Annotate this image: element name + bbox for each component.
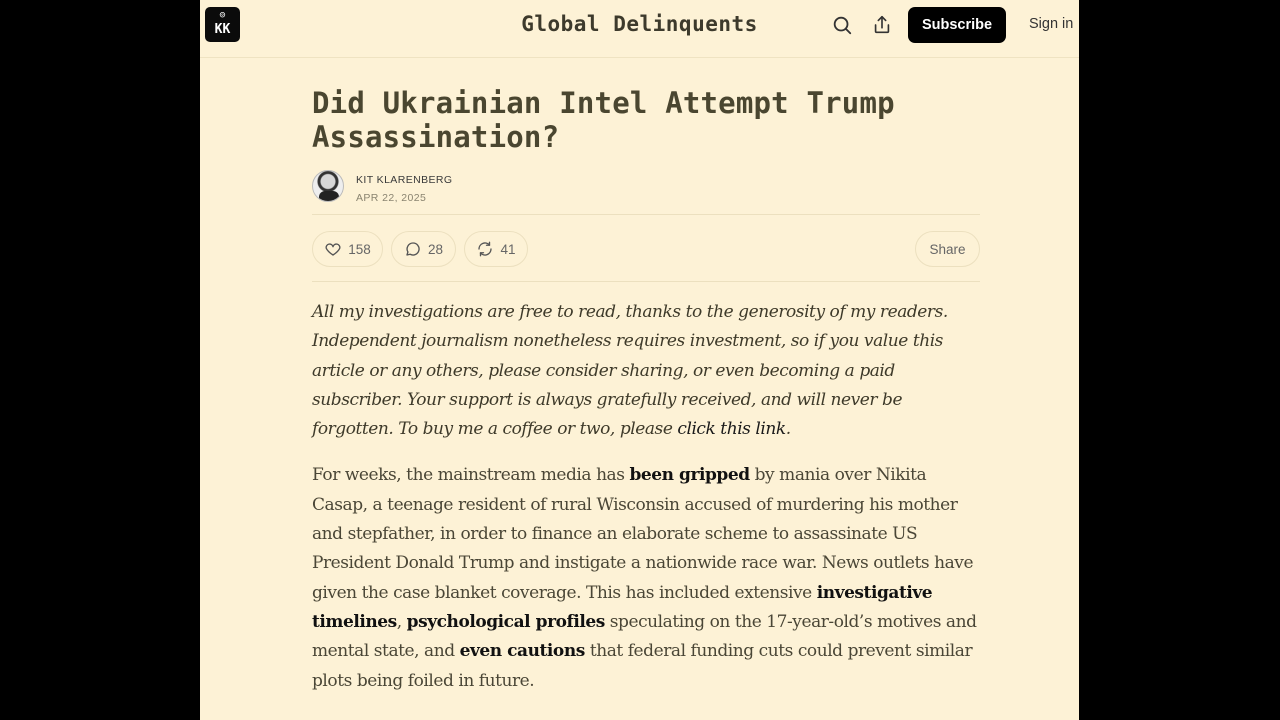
sign-in-link[interactable]: Sign in [1029,16,1074,32]
top-navigation-bar [200,0,1079,58]
divider [312,281,980,282]
share-label: Share [929,241,966,257]
link-even-cautions[interactable]: even cautions [459,641,585,662]
support-note [312,298,980,444]
subscribe-button[interactable]: Subscribe [908,7,1006,43]
comment-count: 28 [427,241,444,257]
restack-count: 41 [500,241,516,257]
publication-title[interactable]: Global Delinquents [521,12,758,36]
restack-icon [476,240,494,258]
restack-button[interactable] [464,231,528,267]
link-psychological-profiles[interactable]: psychological profiles [406,611,605,632]
like-count: 158 [348,241,371,257]
paragraph-text: by mania over Nikita Casap, a teenage resident of rural Wisconsin accused of murdering his mother and stepfather, in order to finance an elaborate scheme to assassinate US President Donald Trump and instigate a nationwide race war. News outlets have given the case blanket coverage. This has included extensive [312,465,974,603]
publish-date: APR 22, 2025 [356,192,427,204]
paragraph-text: For weeks, the mainstream media has [312,465,630,486]
paragraph-text: , [396,611,407,632]
like-button[interactable] [312,231,383,267]
share-button[interactable] [915,231,980,267]
link-been-gripped[interactable]: been gripped [629,465,750,486]
article-title: Did Ukrainian Intel Attempt Trump Assassination? [312,86,895,154]
comment-button[interactable] [391,231,456,267]
search-icon[interactable] [831,14,853,36]
paragraph-text: speculating on the 17-year-old’s motives and mental state, and [312,611,977,662]
post-actions [312,215,980,281]
logo-text: KK [214,22,231,37]
paragraph-text: that federal funding cuts could prevent similar plots being foiled in future. [312,641,973,691]
article-paragraph [312,461,980,695]
support-note-text: All my investigations are free to read, thanks to the generosity of my readers. Independent journalism nonetheless requires investment, so if you value this article or any others, please consider sharing, or even becoming a paid subscriber. Your support is always gratefully received, and will never be forgotten. To buy me a coffee or two, please [312,302,948,440]
author-name[interactable]: KIT KLARENBERG [356,174,453,186]
link-investigative-timelines[interactable]: investigative timelines [312,582,933,632]
article [312,86,980,696]
heart-icon [324,240,342,258]
coffee-link[interactable]: click this link [677,419,786,440]
author-avatar[interactable] [312,170,344,202]
comment-icon [404,240,422,258]
globe-icon: ◎ [219,10,226,20]
share-upload-icon[interactable] [871,14,893,36]
byline [312,170,980,214]
page [200,0,1079,720]
support-note-end: . [785,419,791,440]
